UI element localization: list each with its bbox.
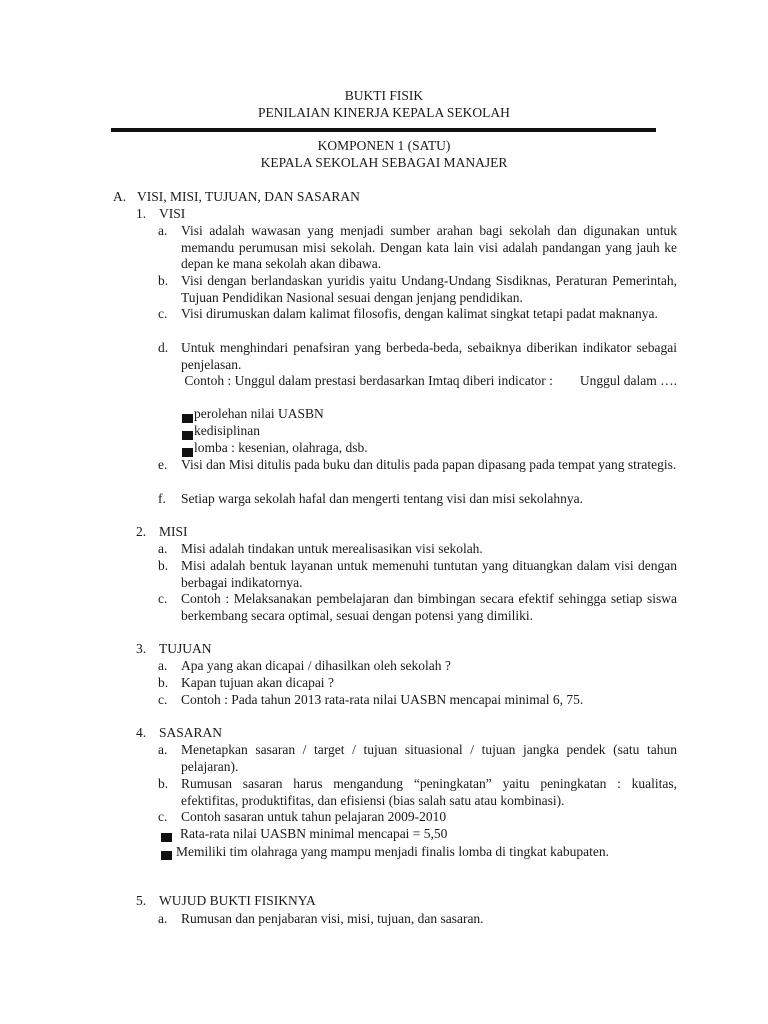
square-bullet-icon	[182, 448, 193, 457]
visi-bullet-2: kedisiplinan	[194, 423, 260, 438]
list-marker: a.	[158, 541, 168, 556]
visi-item-f: Setiap warga sekolah hafal dan mengerti tentang visi dan misi sekolahnya.	[181, 491, 584, 506]
visi-number: 1.	[136, 206, 147, 221]
misi-item-b: Misi adalah bentuk layanan untuk memenuhi tuntutan yang dituangkan dalam visi dengan berbagai indikatornya.	[181, 558, 677, 590]
visi-item-e: Visi dan Misi ditulis pada buku dan ditulis pada papan dipasang pada tempat yang strategis.	[181, 457, 677, 472]
list-marker: a.	[158, 223, 168, 238]
square-bullet-icon	[182, 431, 193, 440]
component-subtitle: KEPALA SEKOLAH SEBAGAI MANAJER	[260, 155, 508, 170]
sasaran-item-c: Contoh sasaran untuk tahun pelajaran 2009-2010	[181, 809, 447, 824]
misi-heading: MISI	[159, 524, 188, 539]
sasaran-item-a: Menetapkan sasaran / target / tujuan situasional / tujuan jangka pendek (satu tahun pelajaran).	[181, 742, 677, 774]
visi-heading: VISI	[159, 206, 186, 221]
visi-bullet-3: lomba : kesenian, olahraga, dsb.	[194, 440, 368, 455]
tujuan-item-a: Apa yang akan dicapai / dihasilkan oleh sekolah ?	[181, 658, 451, 673]
misi-item-c: Contoh : Melaksanakan pembelajaran dan bimbingan secara efektif sehingga setiap siswa berkembang secara optimal, sesuai dengan potensi yang dimiliki.	[181, 591, 677, 623]
sasaran-number: 4.	[136, 725, 147, 740]
tujuan-heading: TUJUAN	[159, 641, 212, 656]
list-marker: a.	[158, 911, 168, 926]
list-marker: a.	[158, 742, 168, 757]
component-title: KOMPONEN 1 (SATU)	[317, 138, 451, 153]
list-marker: b.	[158, 273, 169, 288]
visi-item-a: Visi adalah wawasan yang menjadi sumber arahan bagi sekolah dan digunakan untuk memandu perumusan misi sekolah. Dengan kata lain visi adalah pandangan yang jauh ke depan ke mana sekolah akan dibawa.	[181, 223, 677, 272]
wujud-item-a: Rumusan dan penjabaran visi, misi, tujuan, dan sasaran.	[181, 911, 484, 926]
tujuan-item-c: Contoh : Pada tahun 2013 rata-rata nilai UASBN mencapai minimal 6, 75.	[181, 692, 584, 707]
visi-item-d-example: Contoh : Unggul dalam prestasi berdasarkan Imtaq diberi indicator : Unggul dalam ….	[181, 373, 678, 388]
square-bullet-icon	[182, 414, 193, 423]
list-marker: b.	[158, 558, 169, 573]
doc-subtitle: PENILAIAN KINERJA KEPALA SEKOLAH	[258, 105, 510, 120]
list-marker: e.	[158, 457, 168, 472]
list-marker: f.	[158, 491, 166, 506]
square-bullet-icon	[161, 851, 172, 860]
list-marker: d.	[158, 340, 169, 355]
list-marker: c.	[158, 591, 168, 606]
section-marker: A.	[113, 189, 127, 204]
sasaran-bullet-2: Memiliki tim olahraga yang mampu menjadi finalis lomba di tingkat kabupaten.	[176, 844, 610, 859]
tujuan-item-b: Kapan tujuan akan dicapai ?	[181, 675, 334, 690]
list-marker: c.	[158, 809, 168, 824]
sasaran-heading: SASARAN	[159, 725, 223, 740]
sasaran-bullet-1: Rata-rata nilai UASBN minimal mencapai = 5,50	[180, 826, 448, 841]
visi-bullet-1: perolehan nilai UASBN	[194, 406, 324, 421]
list-marker: b.	[158, 776, 169, 791]
wujud-heading: WUJUD BUKTI FISIKNYA	[159, 893, 316, 908]
sasaran-item-b: Rumusan sasaran harus mengandung “peningkatan” yaitu peningkatan : kualitas, efektifitas, produktifitas, dan efisiensi (bias salah satu atau kombinasi).	[181, 776, 677, 808]
doc-title: BUKTI FISIK	[344, 88, 424, 103]
list-marker: a.	[158, 658, 168, 673]
visi-item-b: Visi dengan berlandaskan yuridis yaitu Undang-Undang Sisdiknas, Peraturan Pemerintah, Tujuan Pendidikan Nasional sesuai dengan jenjang pendidikan.	[181, 273, 677, 305]
visi-item-d: Untuk menghindari penafsiran yang berbeda-beda, sebaiknya diberikan indikator sebagai penjelasan.	[181, 340, 677, 372]
wujud-number: 5.	[136, 893, 147, 908]
misi-number: 2.	[136, 524, 147, 539]
square-bullet-icon	[161, 833, 172, 842]
tujuan-number: 3.	[136, 641, 147, 656]
misi-item-a: Misi adalah tindakan untuk merealisasikan visi sekolah.	[181, 541, 483, 556]
list-marker: c.	[158, 692, 168, 707]
list-marker: b.	[158, 675, 169, 690]
list-marker: c.	[158, 306, 168, 321]
visi-item-c: Visi dirumuskan dalam kalimat filosofis, dengan kalimat singkat tetapi padat maknanya.	[181, 306, 658, 321]
section-title: VISI, MISI, TUJUAN, DAN SASARAN	[137, 189, 360, 204]
header-rule	[111, 128, 656, 132]
